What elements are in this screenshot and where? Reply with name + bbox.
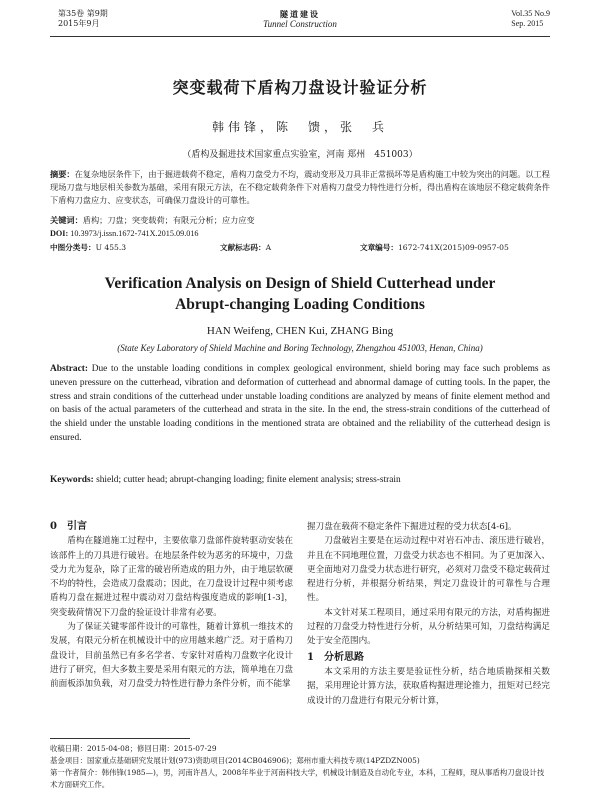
keywords-cn-text: 盾构；刀盘；突变载荷；有限元分析；应力应变 xyxy=(82,215,255,225)
clc-label: 中图分类号： xyxy=(50,243,96,252)
classification-line xyxy=(50,241,550,254)
section-1-heading: 1 分析思路 xyxy=(307,651,364,663)
doi-line xyxy=(50,227,550,240)
header-center xyxy=(0,9,600,29)
doi-label: DOI: xyxy=(50,229,69,238)
footnote-received: 收稿日期：2015-04-08；修回日期：2015-07-29 xyxy=(50,744,217,753)
abstract-cn xyxy=(50,168,550,207)
journal-name-en: Tunnel Construction xyxy=(263,19,337,29)
affiliation-en: (State Key Laboratory of Shield Machine and Boring Technology, Zhengzhou 451003, Henan, China) xyxy=(117,343,483,353)
paper-title-en-line1: Verification Analysis on Design of Shield Cutterhead under xyxy=(104,275,496,292)
abstract-en-label: Abstract: xyxy=(50,364,89,374)
keywords-en xyxy=(50,474,550,488)
header-vol-en: Vol.35 No.9 xyxy=(511,9,550,18)
article-no-label: 文章编号： xyxy=(360,243,398,252)
body-paragraph: 握刀盘在载荷不稳定条件下掘进过程的受力状态[4-6]。 xyxy=(307,522,517,532)
body-paragraph: 本文针对某工程项目，通过采用有限元的方法，对盾构掘进过程的刀盘受力特性进行分析，从分析结果可知，刀盘结构满足处于安全范围内。 xyxy=(307,607,550,647)
body-paragraph: 盾构在隧道施工过程中，主要依靠刀盘部件旋转驱动安装在该部件上的刀具进行破岩。在地层条件较为恶劣的环境中，刀盘受力尤为复杂，除了正常的破岩所造成的阻力外，由于地层软硬不均的特性，会造成刀盘震动；因此，在刀盘设计过程中须考虑盾构刀盘在掘进过程中震动对刀盘结构强度造成的影响[1-3]，突变载荷情况下刀盘的验证设计非常有必要。 xyxy=(50,536,293,618)
keywords-en-label: Keywords: xyxy=(50,475,94,485)
keywords-cn xyxy=(50,214,550,227)
paper-title-en-line2: Abrupt-changing Loading Conditions xyxy=(175,296,425,313)
body-left-column xyxy=(50,520,293,692)
authors-cn: 韩伟锋，陈 馈，张 兵 xyxy=(211,120,388,134)
header-volume: 第35卷 第9期 xyxy=(58,9,108,18)
footnote-author-bio: 第一作者简介：韩伟锋(1985—)，男，河南许昌人，2008年毕业于河南科技大学，机械设计制造及自动化专业，本科，工程师，现从事盾构刀盘设计技术方面研究工作。 xyxy=(50,768,545,789)
section-0-heading: 0 引言 xyxy=(50,521,87,532)
footnotes xyxy=(50,743,550,791)
doc-code-value: A xyxy=(265,243,272,252)
header-rule xyxy=(50,36,550,37)
clc-value: U 455.3 xyxy=(95,243,127,252)
footnote-funding: 基金项目：国家重点基础研究发展计划(973)资助项目(2014CB046906)；郑州市重大科技专项(14PZDZN005) xyxy=(50,756,420,765)
article-no-value: 1672-741X(2015)09-0957-05 xyxy=(397,243,509,252)
abstract-en-text: Due to the unstable loading conditions in complex geological environment, shield boring may face such problems as uneven pressure on the cutterhead, vibration and deformation of cutterhead and abnormal damage of cutting tools. In the paper, the stress and strain conditions of the cutterhead under unstable loading conditions are analyzed by means of finite element method and on basis of the actual parameters of the cutterhead and strata in the site. In the end, the stress-strain conditions of the cutterhead of the shield under the unstable loading conditions in the mentioned strata are obtained and the reliability of the cutterhead design is ensured. xyxy=(50,364,551,443)
doi-text: 10.3973/j.issn.1672-741X.2015.09.016 xyxy=(70,229,199,238)
keywords-cn-label: 关键词： xyxy=(50,215,83,225)
body-paragraph: 为了保证关键零部件设计的可靠性，随着计算机一维技术的发展，有限元分析在机械设计中的应用越来越广泛。对于盾构刀盘设计，目前虽然已有多名学者、专家针对盾构刀盘数字化设计进行了研究，但大多数主要是采用有限元的方法，简单地在刀盘前面板添加负载，对刀盘受力特性进行静力条件分析，而不能掌 xyxy=(50,622,293,690)
header-right xyxy=(511,9,550,29)
paper-title-cn: 突变载荷下盾构刀盘设计验证分析 xyxy=(172,78,428,97)
footnote-rule xyxy=(50,738,190,739)
journal-name-cn: 隧道建设 xyxy=(280,9,320,19)
authors-en: HAN Weifeng, CHEN Kui, ZHANG Bing xyxy=(206,325,394,337)
doc-code-label: 文献标志码： xyxy=(220,243,266,252)
body-paragraph: 本文采用的方法主要是验证性分析，结合地质勘探相关数据，采用理论计算方法，获取盾构掘进理论推力，扭矩对已经完成设计的刀盘进行有限元分析计算， xyxy=(307,666,550,706)
header-date: 2015年9月 xyxy=(58,19,100,28)
body-paragraph: 刀盘破岩主要是在运动过程中对岩石冲击、滚压进行破岩，并且在不同地理位置，刀盘受力状态也不相同。为了更加深入、更全面地对刀盘受力状态进行研究，必须对刀盘受不稳定载荷过程进行分析，并根据分析结果，判定刀盘设计的可靠性与合理性。 xyxy=(307,536,550,604)
abstract-cn-label: 摘要： xyxy=(50,169,75,179)
abstract-en xyxy=(50,363,550,446)
abstract-cn-text: 在复杂地层条件下，由于掘进载荷不稳定，盾构刀盘受力不均，震动变形及刀具非正常损坏等是盾构施工中较为突出的问题。以工程现场刀盘与地层相关参数为基础，采用有限元方法，在不稳定载荷条件下对盾构刀盘受力特性进行分析，得出盾构在该地层不稳定载荷条件下盾构刀盘应力、应变状态，可确保刀盘设计的可靠性。 xyxy=(50,169,550,205)
keywords-en-text: shield; cutter head; abrupt-changing loading; finite element analysis; stress-strain xyxy=(96,475,401,485)
header-date-en: Sep. 2015 xyxy=(511,19,544,28)
body-right-column xyxy=(307,520,550,708)
affiliation-cn: （盾构及掘进技术国家重点实验室，河南 郑州 451003） xyxy=(182,150,418,160)
